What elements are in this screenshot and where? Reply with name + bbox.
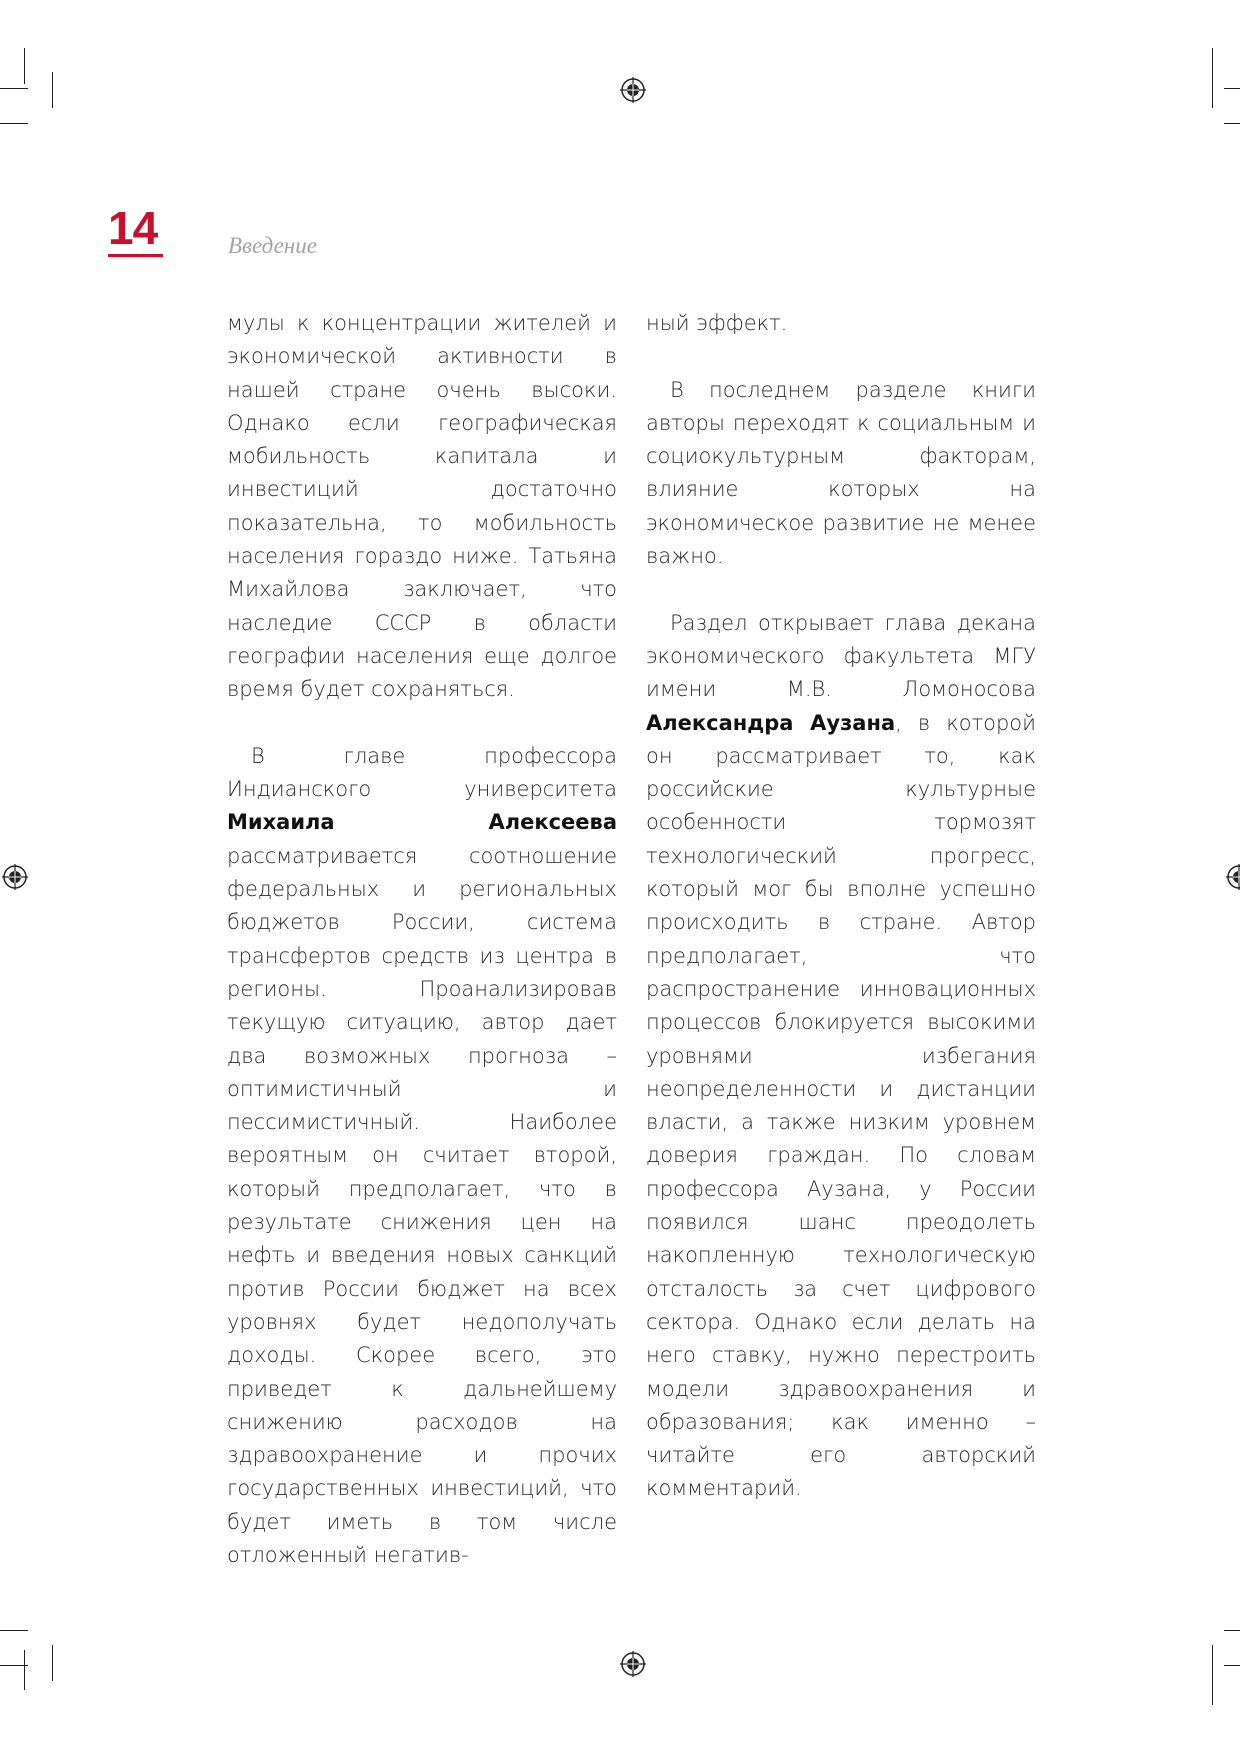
right-paragraph-2: В последнем разделе книги авторы переходят к социальным и социокультурным факторам, влияние которых на экономическое развитие не менее важно.: [646, 377, 1036, 569]
crop-mark-icon: [24, 48, 25, 84]
registration-mark-icon: [620, 77, 646, 103]
right-paragraph-3: [646, 607, 1036, 1506]
left-column: [227, 307, 617, 1572]
left-paragraph-2-body: рассматривается соотношение федеральных и региональных бюджетов России, система трансфертов средств из центра в регионы. Проанализировав текущую ситуацию, автор дает два возможных прогноза – оптимистичный и пессимистичный. Наиболее вероятным он считает второй, который предполагает, что в результате снижения цен на нефть и введения новых санкций против России бюджет на всех уровнях будет недополучать доходы. Скорее всего, это приведет к дальнейшему снижению расходов на здравоохранение и прочих государственных инвестиций, что будет иметь в том числе отложенный негатив-: [227, 843, 617, 1567]
section-title: Введение: [228, 233, 317, 258]
crop-mark-icon: [1224, 88, 1240, 89]
registration-mark-icon: [1226, 864, 1240, 890]
crop-mark-icon: [52, 72, 53, 108]
left-paragraph-2: [227, 740, 617, 1572]
right-paragraph-3-body: , в которой он рассматривает то, как российские культурные особенности тормозят технологический прогресс, который мог бы вполне успешно происходить в стране. Автор предполагает, что распространение инновационных процессов блокируется высокими уровнями избегания неопределенности и дистанции власти, а также низким уровнем доверия граждан. По словам профессора Аузана, у России появился шанс преодолеть накопленную технологическую отсталость за счет цифрового сектора. Однако если делать на него ставку, нужно перестроить модели здравоохранения и образования; как именно – читайте его авторский комментарий.: [646, 710, 1036, 1501]
author-name-alekseev: Михаила Алексеева: [227, 810, 617, 835]
crop-mark-icon: [1212, 1645, 1213, 1705]
right-paragraph-1: ный эффект.: [646, 311, 788, 335]
author-name-auzan: Александра Аузана: [646, 710, 896, 735]
crop-mark-icon: [0, 88, 28, 89]
right-paragraph-3-intro: Раздел открывает глава декана экономического факультета МГУ имени М.В. Ломоносова: [646, 610, 1036, 702]
right-column: [646, 307, 1036, 1506]
crop-mark-icon: [0, 1665, 28, 1666]
crop-mark-icon: [0, 123, 28, 124]
crop-mark-icon: [1224, 123, 1240, 124]
crop-mark-icon: [1224, 1630, 1240, 1631]
crop-mark-icon: [1212, 48, 1213, 108]
left-paragraph-2-intro: В главе профессора Индианского университета: [227, 743, 617, 802]
page-number-underline: [108, 254, 163, 257]
registration-mark-icon: [2, 864, 28, 890]
left-paragraph-1: мулы к концентрации жителей и экономической активности в нашей стране очень высоки. Однако если географическая мобильность капитала и инвестиций достаточно показательна, то мобильность населения гораздо ниже. Татьяна Михайлова заключает, что наследие СССР в области географии населения еще долгое время будет сохраняться.: [227, 311, 617, 702]
registration-mark-icon: [620, 1651, 646, 1677]
crop-mark-icon: [0, 1630, 28, 1631]
crop-mark-icon: [1224, 1665, 1240, 1666]
crop-mark-icon: [52, 1645, 53, 1681]
page-number: 14: [108, 202, 158, 254]
crop-mark-icon: [24, 1650, 25, 1690]
